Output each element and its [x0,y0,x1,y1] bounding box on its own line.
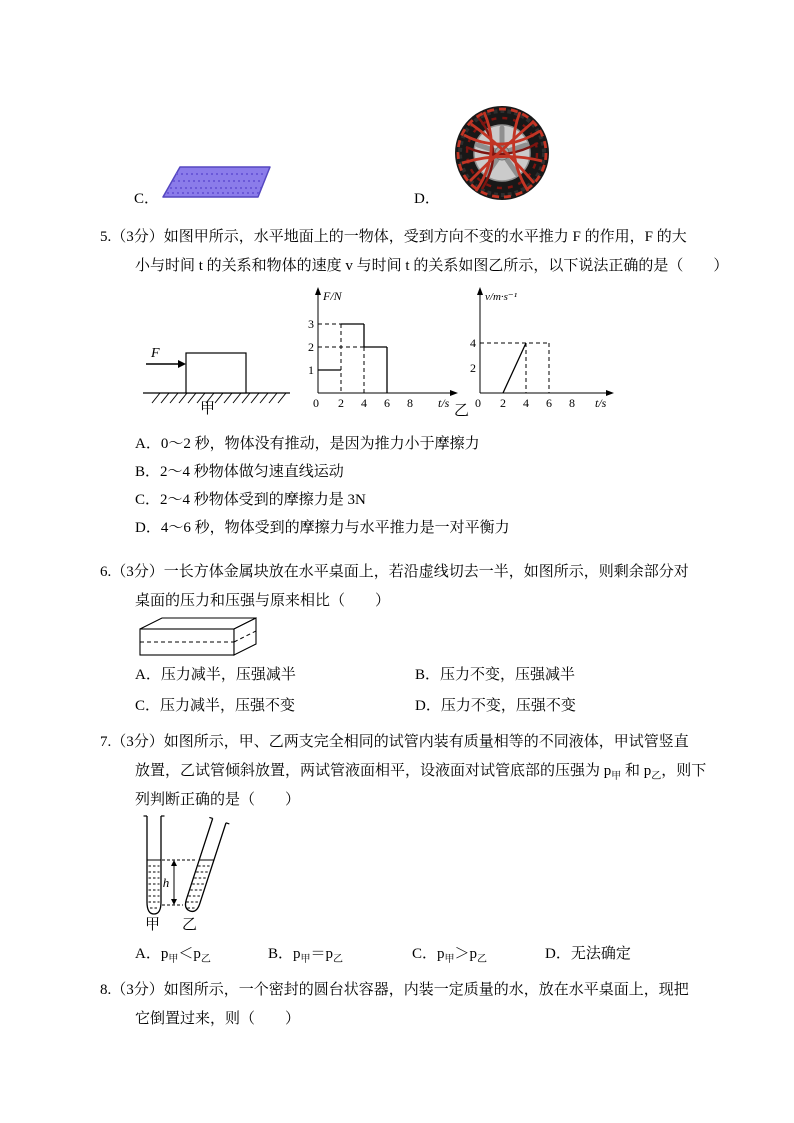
q5-option-b: B．2～4 秒物体做匀速直线运动 [135,464,344,480]
q7-option-c-text: C．p [412,946,445,962]
q8-text-line-2: 它倒置过来，则（ ） [135,1011,301,1027]
ft-xtick-0: 0 [313,396,319,410]
q7-option-d-text: D．无法确定 [545,946,631,962]
q7-option-a-sub1: 甲 [168,954,179,965]
q6-option-a: A．压力减半，压强减半 [135,667,296,683]
q7-line2-sub-yi: 乙 [651,771,662,782]
vt-xtick-4: 4 [523,396,529,410]
ft-xtick-4: 4 [361,396,367,410]
ft-ytick-3: 3 [308,317,314,331]
q6-option-d: D．压力不变，压强不变 [415,698,576,714]
q5-text-line-1: 5.（3分）如图甲所示，水平地面上的一物体，受到方向不变的水平推力 F 的作用，F 的大 [100,229,687,245]
q6-text-line-2: 桌面的压力和压强与原来相比（ ） [135,593,391,609]
q7-text-line-3: 列判断正确的是（ ） [135,792,301,808]
vt-xtick-6: 6 [546,396,552,410]
vt-xtick-2: 2 [500,396,506,410]
q6-option-c: C．压力减半，压强不变 [135,698,296,714]
q6-cuboid-figure [138,613,263,661]
q7-text-line-1: 7.（3分）如图所示，甲、乙两支完全相同的试管内装有质量相等的不同液体，甲试管竖直 [100,734,689,750]
ft-graph-xlabel: t/s [438,396,450,410]
q5-option-a: A．0～2 秒，物体没有推动，是因为推力小于摩擦力 [135,436,480,452]
vt-graph-ylabel: v/m·s⁻¹ [485,291,518,303]
q7-line2-sub-jia: 甲 [611,771,622,782]
q8-text-line-1: 8.（3分）如图所示，一个密封的圆台状容器，内装一定质量的水，放在水平桌面上，现把 [100,982,689,998]
q7-line2-c: ，则下 [661,763,707,779]
q7-option-c [412,945,487,969]
vt-xtick-0: 0 [475,396,481,410]
vt-ytick-4: 4 [470,336,476,350]
ft-ytick-1: 1 [308,363,314,377]
q7-text-line-2 [135,762,706,786]
q7-test-tubes-figure [138,810,230,925]
q5-force-time-graph [303,286,463,418]
q7-option-c-sub2: 乙 [477,954,488,965]
q7-option-b-sub2: 乙 [333,954,344,965]
ft-xtick-6: 6 [384,396,390,410]
option-d-label: D． [414,191,440,207]
q5-figure-yi-label: 乙 [454,403,470,419]
force-arrow-label: F [151,346,160,361]
q7-h-label: h [162,875,170,890]
q7-figure-yi-label: 乙 [182,917,198,933]
ft-xtick-2: 2 [338,396,344,410]
ft-xtick-8: 8 [407,396,413,410]
vt-xtick-8: 8 [569,396,575,410]
q7-option-a-text: A．p [135,946,169,962]
q7-option-b-mid: ＝p [310,946,334,962]
q6-text-line-1: 6.（3分）一长方体金属块放在水平桌面上，若沿虚线切去一半，如图所示，则剩余部分对 [100,564,689,580]
q5-block-diagram [138,330,298,420]
q5-velocity-time-graph [468,286,618,418]
q7-option-c-mid: ＞p [454,946,478,962]
q7-option-b-text: B．p [268,946,301,962]
q7-line2-a: 放置，乙试管倾斜放置，两试管液面相平，设液面对试管底部的压强为 p [135,763,612,779]
snow-chain-tire-image [452,103,552,203]
q7-figure-jia-label: 甲 [145,917,161,933]
q7-option-c-sub1: 甲 [444,954,455,965]
rubber-mat-image [160,162,275,202]
q7-option-a-sub2: 乙 [200,954,211,965]
q7-option-a-mid: ＜p [178,946,201,962]
q5-figure-jia-label: 甲 [200,401,216,417]
q7-line2-b: 和 p [621,763,652,779]
q5-option-d: D．4～6 秒，物体受到的摩擦力与水平推力是一对平衡力 [135,520,510,536]
q7-option-b-sub1: 甲 [300,954,311,965]
q7-option-d [545,945,631,964]
ft-ytick-2: 2 [308,340,314,354]
q5-option-c: C．2～4 秒物体受到的摩擦力是 3N [135,492,366,508]
vt-ytick-2: 2 [470,361,476,375]
option-c-label: C． [134,191,160,207]
q7-option-b [268,945,343,969]
q7-option-a [135,945,211,969]
q6-option-b: B．压力不变，压强减半 [415,667,576,683]
q5-text-line-2: 小与时间 t 的关系和物体的速度 v 与时间 t 的关系如图乙所示，以下说法正确的是（ ） [135,258,729,274]
ft-graph-ylabel: F/N [323,289,342,303]
vt-graph-xlabel: t/s [595,396,607,410]
